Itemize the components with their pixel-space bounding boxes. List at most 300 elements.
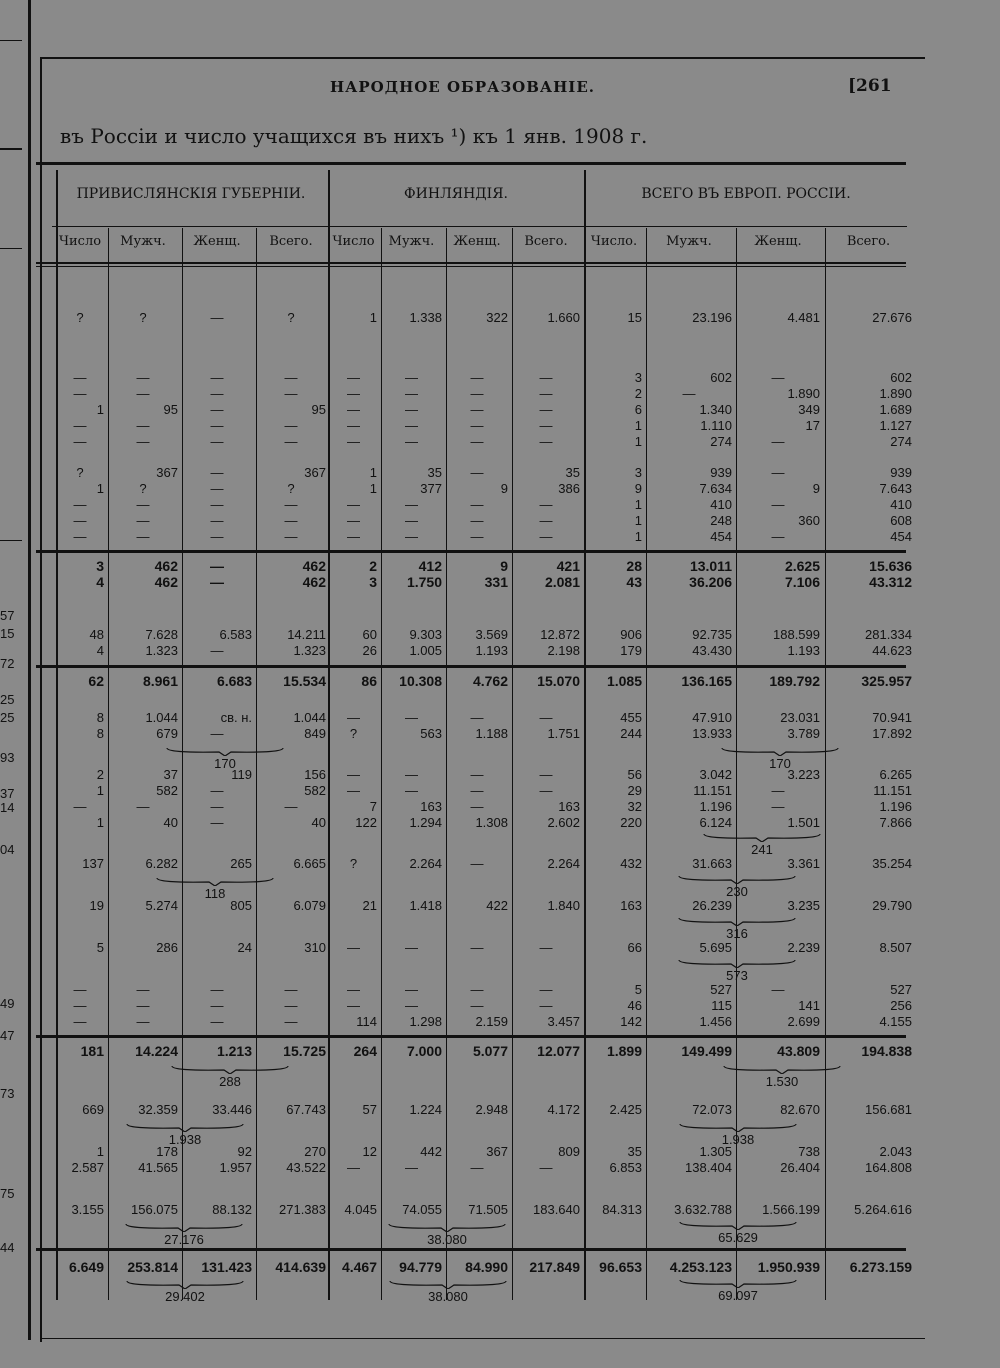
table-cell: — <box>347 418 360 433</box>
table-cell: — <box>73 529 87 544</box>
table-cell: 2.264 <box>409 856 442 871</box>
table-cell: 410 <box>710 497 732 512</box>
table-cell: 15 <box>627 310 642 325</box>
table-cell: 6.282 <box>145 856 178 871</box>
table-cell: 4.762 <box>472 673 508 689</box>
edge-fragment: 72 <box>0 656 15 671</box>
table-cell: 15.070 <box>537 673 580 689</box>
table-cell: 669 <box>82 1102 104 1117</box>
table-cell: 43.312 <box>869 574 912 590</box>
table-cell: — <box>210 418 224 433</box>
table-cell: — <box>539 370 553 385</box>
table-cell: — <box>347 982 360 997</box>
table-cell: ? <box>349 856 358 871</box>
table-cell: 1.957 <box>219 1160 252 1175</box>
table-cell: ? <box>349 726 358 741</box>
table-cell: 1.308 <box>475 815 508 830</box>
table-cell: 9 <box>500 481 508 496</box>
group-header-privislyanskie: ПРИВИСЛЯНСКІЯ ГУБЕРНІИ. <box>76 186 306 202</box>
table-cell: 4.253.123 <box>669 1259 732 1275</box>
table-cell: 527 <box>890 982 912 997</box>
table-cell: 1.323 <box>145 643 178 658</box>
table-cell: 2 <box>369 558 377 574</box>
section-rule-4 <box>36 1248 906 1251</box>
table-cell: — <box>73 418 87 433</box>
table-cell: 3.632.788 <box>674 1202 732 1217</box>
table-cell: 1.110 <box>700 418 732 433</box>
table-cell: — <box>405 982 418 997</box>
table-cell: 6.649 <box>68 1259 104 1275</box>
table-cell: — <box>470 982 484 997</box>
table-cell: — <box>73 513 87 528</box>
brace-label: 316 <box>726 926 748 941</box>
table-cell: 43.430 <box>692 643 732 658</box>
table-cell: 163 <box>620 898 642 913</box>
table-cell: — <box>136 418 150 433</box>
table-cell: — <box>470 783 484 798</box>
table-cell: 163 <box>558 799 580 814</box>
table-cell: 181 <box>80 1043 104 1059</box>
column-header: Всего. <box>269 234 313 249</box>
table-cell: 274 <box>710 434 732 449</box>
table-cell: 23.196 <box>692 310 732 325</box>
table-cell: 1.660 <box>547 310 580 325</box>
table-cell: 163 <box>420 799 442 814</box>
brace-total <box>125 1124 245 1147</box>
table-cell: 412 <box>418 558 442 574</box>
brace-total <box>678 1124 798 1147</box>
table-cell: — <box>470 465 484 480</box>
table-cell: 23.031 <box>780 710 820 725</box>
table-cell: 1.127 <box>879 418 912 433</box>
table-cell: 264 <box>353 1043 377 1059</box>
table-cell: 1.196 <box>699 799 732 814</box>
table-cell: 3.042 <box>699 767 732 782</box>
table-cell: — <box>284 998 298 1013</box>
table-cell: 5.274 <box>145 898 178 913</box>
table-cell: — <box>210 513 224 528</box>
table-cell: — <box>539 513 553 528</box>
table-cell: — <box>284 497 298 512</box>
table-cell: 217.849 <box>529 1259 580 1275</box>
table-cell: — <box>470 370 484 385</box>
table-cell: 31.663 <box>692 856 732 871</box>
table-cell: 7.634 <box>699 481 732 496</box>
table-cell: 2.043 <box>879 1144 912 1159</box>
table-cell: — <box>284 386 298 401</box>
table-cell: — <box>73 434 87 449</box>
table-cell: 2.602 <box>547 815 580 830</box>
table-cell: — <box>210 1014 224 1029</box>
table-cell: 421 <box>556 558 580 574</box>
table-cell: 33.446 <box>212 1102 252 1117</box>
table-cell: 114 <box>356 1014 377 1029</box>
table-cell: 1 <box>369 465 377 480</box>
table-cell: 4 <box>96 574 104 590</box>
table-cell: — <box>210 998 224 1013</box>
table-cell: 13.011 <box>689 558 732 574</box>
table-cell: — <box>210 370 224 385</box>
table-cell: 1.751 <box>547 726 580 741</box>
table-cell: — <box>470 386 484 401</box>
table-cell: 271.383 <box>279 1202 326 1217</box>
table-cell: 60 <box>362 627 377 642</box>
table-cell: 194.838 <box>861 1043 912 1059</box>
table-cell: — <box>771 982 785 997</box>
table-cell: 94.779 <box>399 1259 442 1275</box>
table-cell: 1.501 <box>787 815 820 830</box>
table-cell: 6.124 <box>699 815 732 830</box>
table-cell: — <box>210 386 224 401</box>
table-cell: — <box>405 418 418 433</box>
table-cell: — <box>284 418 298 433</box>
table-cell: 4.172 <box>547 1102 580 1117</box>
table-cell: 35 <box>427 465 442 480</box>
table-cell: 6.265 <box>879 767 912 782</box>
table-cell: — <box>539 710 553 725</box>
section-rule-2 <box>36 665 906 668</box>
table-cell: — <box>539 1160 553 1175</box>
edge-fragment: 04 <box>0 842 15 857</box>
table-cell: 12.077 <box>537 1043 580 1059</box>
table-cell: 21 <box>362 898 377 913</box>
page-number: [261 <box>848 76 892 96</box>
table-cell: — <box>284 1014 298 1029</box>
table-cell: — <box>136 386 150 401</box>
brace-total <box>677 960 797 983</box>
table-cell: — <box>470 710 484 725</box>
group-header-european-russia: ВСЕГО ВЪ ЕВРОП. РОССІИ. <box>641 186 851 202</box>
table-cell: 71.505 <box>468 1202 508 1217</box>
table-cell: 386 <box>558 481 580 496</box>
table-cell: — <box>210 402 224 417</box>
brace-label: 573 <box>726 968 748 983</box>
table-cell: — <box>771 497 785 512</box>
table-cell: — <box>539 434 553 449</box>
table-cell: ? <box>287 481 295 496</box>
table-cell: — <box>210 643 224 658</box>
table-cell: 738 <box>798 1144 820 1159</box>
brace-label: 170 <box>214 756 236 771</box>
column-header: Женщ. <box>193 234 241 249</box>
table-cell: — <box>405 402 418 417</box>
table-cell: 178 <box>156 1144 178 1159</box>
table-cell: св. н. <box>220 710 252 725</box>
table-cell: — <box>210 481 224 496</box>
table-cell: 6.853 <box>609 1160 642 1175</box>
column-header: Число <box>332 234 375 249</box>
table-cell: 48 <box>89 627 104 642</box>
table-cell: 96.653 <box>599 1259 642 1275</box>
table-cell: 47.910 <box>692 710 732 725</box>
table-cell: — <box>73 1014 87 1029</box>
table-cell: — <box>771 370 785 385</box>
table-cell: 1.340 <box>699 402 732 417</box>
table-cell: 3 <box>96 558 104 574</box>
table-cell: — <box>470 767 484 782</box>
table-cell: 137 <box>82 856 104 871</box>
table-cell: 36.206 <box>689 574 732 590</box>
table-cell: — <box>210 799 224 814</box>
table-cell: — <box>73 998 87 1013</box>
table-cell: — <box>405 434 418 449</box>
edge-fragment: 93 <box>0 750 15 765</box>
table-cell: — <box>470 434 484 449</box>
table-cell: 1.005 <box>409 643 442 658</box>
brace-label: 38.080 <box>428 1289 468 1304</box>
edge-fragment: 75 <box>0 1186 15 1201</box>
table-cell: 66 <box>627 940 642 955</box>
column-header: Число. <box>590 234 638 249</box>
table-cell: — <box>539 783 553 798</box>
table-cell: 74.055 <box>402 1202 442 1217</box>
brace-label: 27.176 <box>164 1232 204 1247</box>
table-cell: — <box>539 767 553 782</box>
table-cell: — <box>771 783 785 798</box>
table-cell: 2.948 <box>475 1102 508 1117</box>
table-cell: — <box>470 998 484 1013</box>
table-cell: — <box>470 799 484 814</box>
brace-total <box>165 748 285 771</box>
table-cell: 57 <box>362 1102 377 1117</box>
table-cell: 14.211 <box>287 627 326 642</box>
table-cell: 3 <box>634 370 642 385</box>
table-cell: — <box>405 370 418 385</box>
table-cell: 67.743 <box>286 1102 326 1117</box>
table-cell: — <box>539 402 553 417</box>
table-cell: — <box>771 529 785 544</box>
edge-fragment: 73 <box>0 1086 15 1101</box>
table-cell: 8.507 <box>879 940 912 955</box>
brace-label: 69.097 <box>718 1288 758 1303</box>
brace-total <box>124 1224 244 1247</box>
table-cell: 1 <box>369 481 377 496</box>
table-cell: 26.404 <box>780 1160 820 1175</box>
table-cell: — <box>73 497 87 512</box>
table-cell: — <box>284 370 298 385</box>
table-cell: 15.534 <box>283 673 326 689</box>
table-cell: 1 <box>634 434 642 449</box>
table-cell: 26.239 <box>692 898 732 913</box>
table-cell: — <box>470 513 484 528</box>
brace-total <box>155 878 275 901</box>
table-cell: 454 <box>710 529 732 544</box>
table-cell: 274 <box>890 434 912 449</box>
table-cell: 2.587 <box>71 1160 104 1175</box>
table-cell: — <box>771 434 785 449</box>
top-rule <box>40 57 925 59</box>
table-cell: 3.223 <box>787 767 820 782</box>
table-cell: 7.000 <box>406 1043 442 1059</box>
table-cell: 1.188 <box>475 726 508 741</box>
table-cell: 15.636 <box>869 558 912 574</box>
table-top-rule <box>36 162 906 165</box>
table-cell: 3.235 <box>787 898 820 913</box>
column-header: Мужч. <box>666 234 712 249</box>
edge-fragment: 15 <box>0 626 15 641</box>
table-cell: 2.425 <box>609 1102 642 1117</box>
table-cell: — <box>284 982 298 997</box>
brace-total <box>388 1281 508 1304</box>
table-cell: 24 <box>237 940 252 955</box>
table-cell: 19 <box>89 898 104 913</box>
table-cell: — <box>136 370 150 385</box>
table-cell: 1.294 <box>409 815 442 830</box>
table-cell: 11.151 <box>873 783 912 798</box>
brace-total <box>125 1281 245 1304</box>
table-cell: 3.569 <box>475 627 508 642</box>
table-cell: 10.308 <box>399 673 442 689</box>
table-cell: 6.665 <box>293 856 326 871</box>
brace-label: 1.938 <box>721 1132 755 1147</box>
table-cell: 4.045 <box>344 1202 377 1217</box>
section-rule-1 <box>36 550 906 553</box>
edge-fragment: 14 <box>0 800 15 815</box>
table-cell: 7.106 <box>784 574 820 590</box>
table-cell: — <box>210 310 224 325</box>
table-cell: — <box>347 1160 360 1175</box>
bottom-rule <box>40 1338 925 1339</box>
table-cell: 414.639 <box>275 1259 326 1275</box>
table-cell: 1.224 <box>409 1102 442 1117</box>
table-cell: 432 <box>620 856 642 871</box>
table-cell: 3 <box>634 465 642 480</box>
table-cell: 35.254 <box>872 856 912 871</box>
table-cell: 1 <box>96 783 104 798</box>
column-header: Женщ. <box>754 234 802 249</box>
table-cell: 7.866 <box>879 815 912 830</box>
table-cell: 367 <box>486 1144 508 1159</box>
table-cell: 62 <box>88 673 104 689</box>
table-cell: 92.735 <box>692 627 732 642</box>
table-cell: 6.079 <box>293 898 326 913</box>
brace-total <box>677 918 797 941</box>
table-cell: 27.676 <box>872 310 912 325</box>
table-cell: 939 <box>890 465 912 480</box>
column-header: Мужч. <box>120 234 166 249</box>
table-cell: — <box>470 1160 484 1175</box>
column-header: Всего. <box>524 234 568 249</box>
table-cell: 13.933 <box>692 726 732 741</box>
table-cell: 270 <box>304 1144 326 1159</box>
table-cell: 1.890 <box>879 386 912 401</box>
table-cell: 84.990 <box>465 1259 508 1275</box>
table-cell: 9 <box>634 481 642 496</box>
frame-left <box>40 57 42 1342</box>
table-cell: — <box>771 799 785 814</box>
table-cell: 248 <box>710 513 732 528</box>
left-page-border <box>28 0 31 1340</box>
table-cell: — <box>284 529 298 544</box>
table-cell: 2.081 <box>544 574 580 590</box>
brace-total <box>678 1222 798 1245</box>
table-cell: — <box>682 386 696 401</box>
edge-fragment: 44 <box>0 1240 15 1255</box>
table-cell: 5.695 <box>699 940 732 955</box>
table-cell: 1.193 <box>475 643 508 658</box>
table-cell: 29.790 <box>872 898 912 913</box>
table-cell: 26 <box>362 643 377 658</box>
table-cell: — <box>136 497 150 512</box>
brace-total <box>387 1224 507 1247</box>
table-cell: — <box>136 982 150 997</box>
brace-label: 65.629 <box>718 1230 758 1245</box>
table-cell: 2.239 <box>787 940 820 955</box>
table-cell: 122 <box>355 815 377 830</box>
brace-total <box>722 1066 842 1089</box>
table-cell: 462 <box>154 558 178 574</box>
table-cell: — <box>347 370 360 385</box>
table-cell: 28 <box>626 558 642 574</box>
table-cell: 1 <box>96 481 104 496</box>
table-cell: 265 <box>230 856 252 871</box>
table-cell: 2 <box>634 386 642 401</box>
table-cell: 138.404 <box>685 1160 732 1175</box>
table-cell: 40 <box>163 815 178 830</box>
table-cell: — <box>470 497 484 512</box>
table-cell: 12 <box>362 1144 377 1159</box>
table-cell: 7 <box>369 799 377 814</box>
table-cell: 1 <box>634 497 642 512</box>
table-cell: 8 <box>96 726 104 741</box>
table-cell: 1 <box>96 402 104 417</box>
table-cell: 5 <box>96 940 104 955</box>
table-cell: 9 <box>500 558 508 574</box>
table-cell: — <box>405 783 418 798</box>
table-cell: 95 <box>311 402 326 417</box>
table-cell: 179 <box>620 643 642 658</box>
table-cell: 1 <box>96 1144 104 1159</box>
table-cell: — <box>210 558 224 574</box>
table-cell: 805 <box>230 898 252 913</box>
table-cell: 220 <box>620 815 642 830</box>
table-cell: 95 <box>163 402 178 417</box>
table-cell: 32.359 <box>138 1102 178 1117</box>
table-cell: 164.808 <box>865 1160 912 1175</box>
brace-label: 29.402 <box>165 1289 205 1304</box>
table-cell: 2 <box>96 767 104 782</box>
table-cell: 1.213 <box>216 1043 252 1059</box>
table-cell: — <box>347 767 360 782</box>
table-cell: 9 <box>812 481 820 496</box>
table-cell: 360 <box>798 513 820 528</box>
edge-fragment: 37 <box>0 786 15 801</box>
table-cell: ? <box>287 310 295 325</box>
column-header: Мужч. <box>388 234 435 249</box>
table-cell: 35 <box>565 465 580 480</box>
table-cell: 156.075 <box>131 1202 178 1217</box>
table-cell: 92 <box>237 1144 252 1159</box>
table-cell: 1 <box>96 815 104 830</box>
table-cell: — <box>539 940 553 955</box>
table-cell: 1.890 <box>787 386 820 401</box>
table-cell: 253.814 <box>127 1259 178 1275</box>
table-cell: 602 <box>710 370 732 385</box>
table-cell: — <box>73 799 87 814</box>
table-cell: 1.456 <box>699 1014 732 1029</box>
header-bottom-rule <box>36 262 906 264</box>
table-cell: — <box>470 402 484 417</box>
table-cell: — <box>771 465 785 480</box>
table-cell: 582 <box>304 783 326 798</box>
table-cell: — <box>405 1160 418 1175</box>
table-cell: — <box>405 767 418 782</box>
table-cell: 377 <box>420 481 442 496</box>
table-cell: 7.628 <box>145 627 178 642</box>
table-cell: 906 <box>620 627 642 642</box>
column-header: Число <box>58 234 102 249</box>
page-title: НАРОДНОЕ ОБРАЗОВАНІЕ. <box>330 78 595 96</box>
